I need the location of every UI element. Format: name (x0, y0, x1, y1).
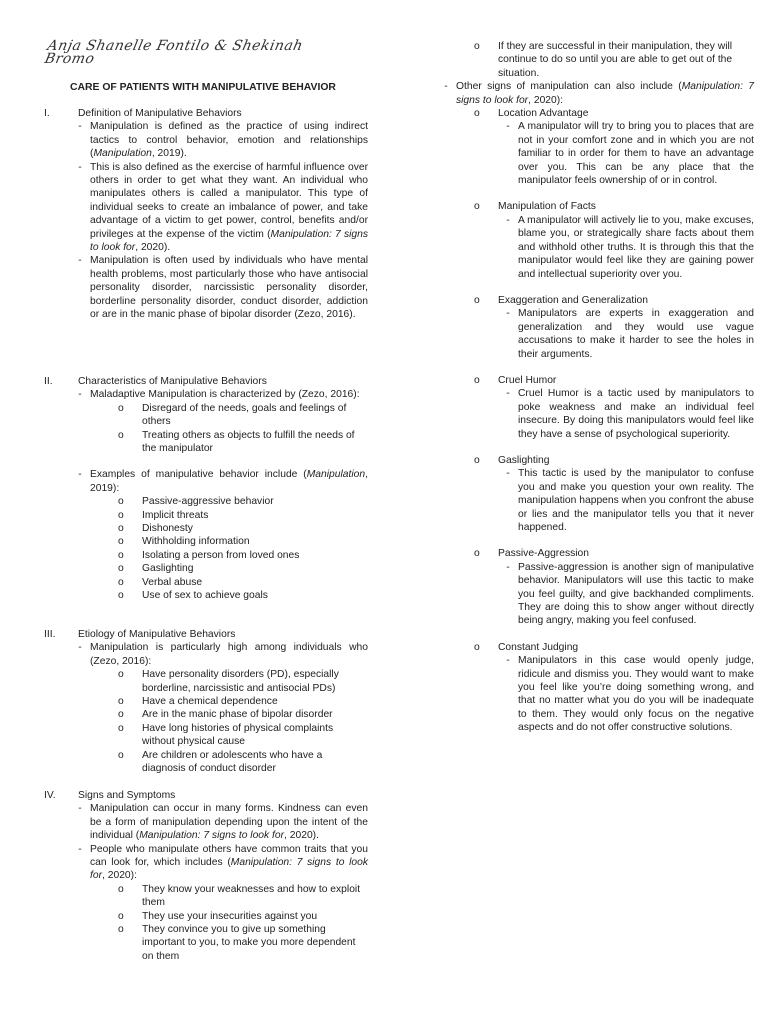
sign-description: - Manipulators in this case would openly judge, ridicule and dismiss you. They would want to make you feel like you’re doing something wrong, and that no matter what you do you will be inadequate to them. They would only focus on the negative aspects and do not offer constructive solutions. (506, 655, 754, 734)
sign-heading: o Manipulation of Facts (474, 201, 596, 213)
list-item: - Manipulation is particularly high among individuals who (Zezo, 2016): (78, 642, 368, 667)
bullet-icon: o (118, 429, 124, 441)
sign-heading: o Constant Judging (474, 641, 579, 653)
sign-description: - Manipulators are experts in exaggeration and generalization and they would use vague accusations to make it harder to see the holes in their arguments. (506, 308, 754, 360)
sub-list-item: o Use of sex to achieve goals (118, 590, 268, 602)
bullet-icon: o (118, 536, 124, 548)
sub-list-item: o Gaslighting (118, 563, 194, 575)
list-item: - Examples of manipulative behavior include (Manipulation, 2019): (78, 469, 368, 494)
sign-description: - Cruel Humor is a tactic used by manipulators to poke weakness and make an individual feel insecure. By doing this manipulators would feel like they have a sense of psychological superiority. (506, 388, 754, 440)
bullet-icon: o (118, 509, 124, 521)
sub-list-item: o Passive-aggressive behavior (118, 496, 274, 508)
bullet-icon: o (118, 590, 124, 602)
section-numeral: I. (44, 108, 50, 119)
bullet-icon: o (118, 402, 124, 414)
section-numeral: II. (44, 376, 53, 387)
sub-list-item: o They convince you to give up something important to you, to make you more dependent on them (118, 924, 356, 962)
sign-heading: o Cruel Humor (474, 374, 557, 386)
sub-list-item: o They use your insecurities against you (118, 910, 318, 922)
sub-list-item: o Have a chemical dependence (118, 696, 278, 708)
sub-list-item: o Withholding information (118, 536, 250, 548)
sub-list-item: o Have long histories of physical complaints without physical cause (118, 722, 334, 748)
bullet-icon: o (474, 454, 480, 466)
bullet-icon: o (118, 669, 124, 681)
sign-description: - This tactic is used by the manipulator to confuse you and make you question your own reality. The manipulation happens when you confront the abuse or lies and the manipulator tells you that it never happened. (506, 468, 754, 533)
sign-block (430, 294, 754, 361)
bullet-icon: o (118, 576, 124, 588)
sign-block (430, 107, 754, 187)
bullet-icon: o (118, 563, 124, 575)
section-heading: Etiology of Manipulative Behaviors (78, 629, 236, 640)
sign-description: - A manipulator will actively lie to you, make excuses, blame you, or strategically share facts about them and withhold other truths. It is through this that the manipulator would feel like they are gaining power and intellectual superiority over you. (506, 214, 754, 280)
sign-heading: o Exaggeration and Generalization (474, 294, 648, 306)
sign-block (430, 641, 754, 735)
list-item: - Manipulation is often used by individuals who have mental health problems, most particularly those who have antisocial personality disorder, narcissistic personality disorder, borderline personality disorder, conduct disorder, addiction or are in the manic phase of bipolar disorder (Zezo, 2016). (78, 255, 368, 321)
bullet-icon: o (474, 294, 480, 306)
bullet-icon: o (118, 523, 124, 535)
bullet-icon: o (474, 548, 480, 560)
section-etiology (38, 628, 368, 775)
section-heading: Signs and Symptoms (78, 790, 176, 801)
bullet-icon: o (474, 641, 480, 653)
sub-list-item: o Isolating a person from loved ones (118, 549, 300, 561)
bullet-icon: o (118, 910, 124, 922)
list-item: - Maladaptive Manipulation is characterized by (Zezo, 2016): (78, 389, 360, 401)
list-item: - People who manipulate others have common traits that you can look for, which includes (Manipulation: 7 signs to look for, 2020): (78, 843, 368, 882)
sign-block (430, 454, 754, 534)
section-signs (38, 789, 368, 963)
sub-list-item: o Dishonesty (118, 523, 193, 535)
section-heading: Definition of Manipulative Behaviors (78, 108, 242, 119)
author-signature: Anja Shanelle Fontilo & Shekinah Bromo (43, 38, 305, 68)
bullet-icon: o (118, 696, 124, 708)
list-item: o If they are successful in their manipulation, they will continue to do so until you are able to get out of the situation. (474, 41, 733, 79)
list-item: - Manipulation can occur in many forms. Kindness can even be a form of manipulation depending upon the intent of the individual (Manipulation: 7 signs to look for, 2020). (78, 803, 368, 842)
list-item: - Manipulation is defined as the practice of using indirect tactics to control behavior, emotion and relationships (Manipulation, 2019). (78, 121, 368, 160)
sub-list-item: o Implicit threats (118, 509, 209, 521)
sub-list-item: o Are children or adolescents who have a diagnosis of conduct disorder (118, 749, 323, 775)
bullet-icon: o (118, 749, 124, 761)
sub-list-item: o They know your weaknesses and how to exploit them (118, 883, 361, 909)
section-definition (38, 107, 368, 322)
bullet-icon: o (118, 883, 124, 895)
bullet-icon: o (118, 549, 124, 561)
sign-heading: o Location Advantage (474, 108, 589, 120)
sign-heading: o Passive-Aggression (474, 548, 589, 560)
section-numeral: III. (44, 629, 56, 640)
bullet-icon: o (118, 709, 124, 721)
list-item: - Other signs of manipulation can also include (Manipulation: 7 signs to look for, 2020): (444, 81, 754, 106)
section-numeral: IV. (44, 790, 56, 801)
sub-list-item: o Disregard of the needs, goals and feelings of others (118, 402, 347, 428)
bullet-icon: o (118, 924, 124, 936)
document-title: CARE OF PATIENTS WITH MANIPULATIVE BEHAVIOR (70, 82, 336, 93)
sub-list-item: o Are in the manic phase of bipolar disorder (118, 709, 333, 721)
bullet-icon: o (118, 496, 124, 508)
sign-block (430, 374, 754, 441)
list-item: - This is also defined as the exercise of harmful influence over others in order to get what they want. An individual who manipulates others is called a manipulator. This type of individual seeks to create an imbalance of power, and take advantage of a victim to get power, control, benefits and/or privileges at the expense of the victim (Manipulation: 7 signs to look for, 2020). (78, 161, 368, 254)
section-characteristics (38, 375, 368, 603)
section-heading: Characteristics of Manipulative Behaviors (78, 376, 267, 387)
sub-list-item: o Verbal abuse (118, 576, 203, 588)
bullet-icon: o (474, 201, 480, 213)
sub-list-item: o Treating others as objects to fulfill the needs of the manipulator (118, 429, 355, 455)
bullet-icon: o (118, 722, 124, 734)
sign-heading: o Gaslighting (474, 454, 550, 466)
sign-description: - Passive-aggression is another sign of manipulative behavior. Manipulators will use this tactic to make you feel guilty, and give backhanded compliments. They are doing this to show anger without directly being angry, making you feel confused. (506, 561, 754, 627)
sign-block (430, 200, 754, 280)
sign-block (430, 547, 754, 627)
bullet-icon: o (474, 374, 480, 386)
bullet-icon: o (474, 108, 480, 120)
sign-description: - A manipulator will try to bring you to places that are not in your comfort zone and in which you are not familiar to in order for them to have an advantage over you. This can be any place that the manipulator feels ownership of or in control. (506, 121, 754, 187)
sub-list-item: o Have personality disorders (PD), especially borderline, narcissistic and antisocial PDs) (118, 669, 339, 694)
